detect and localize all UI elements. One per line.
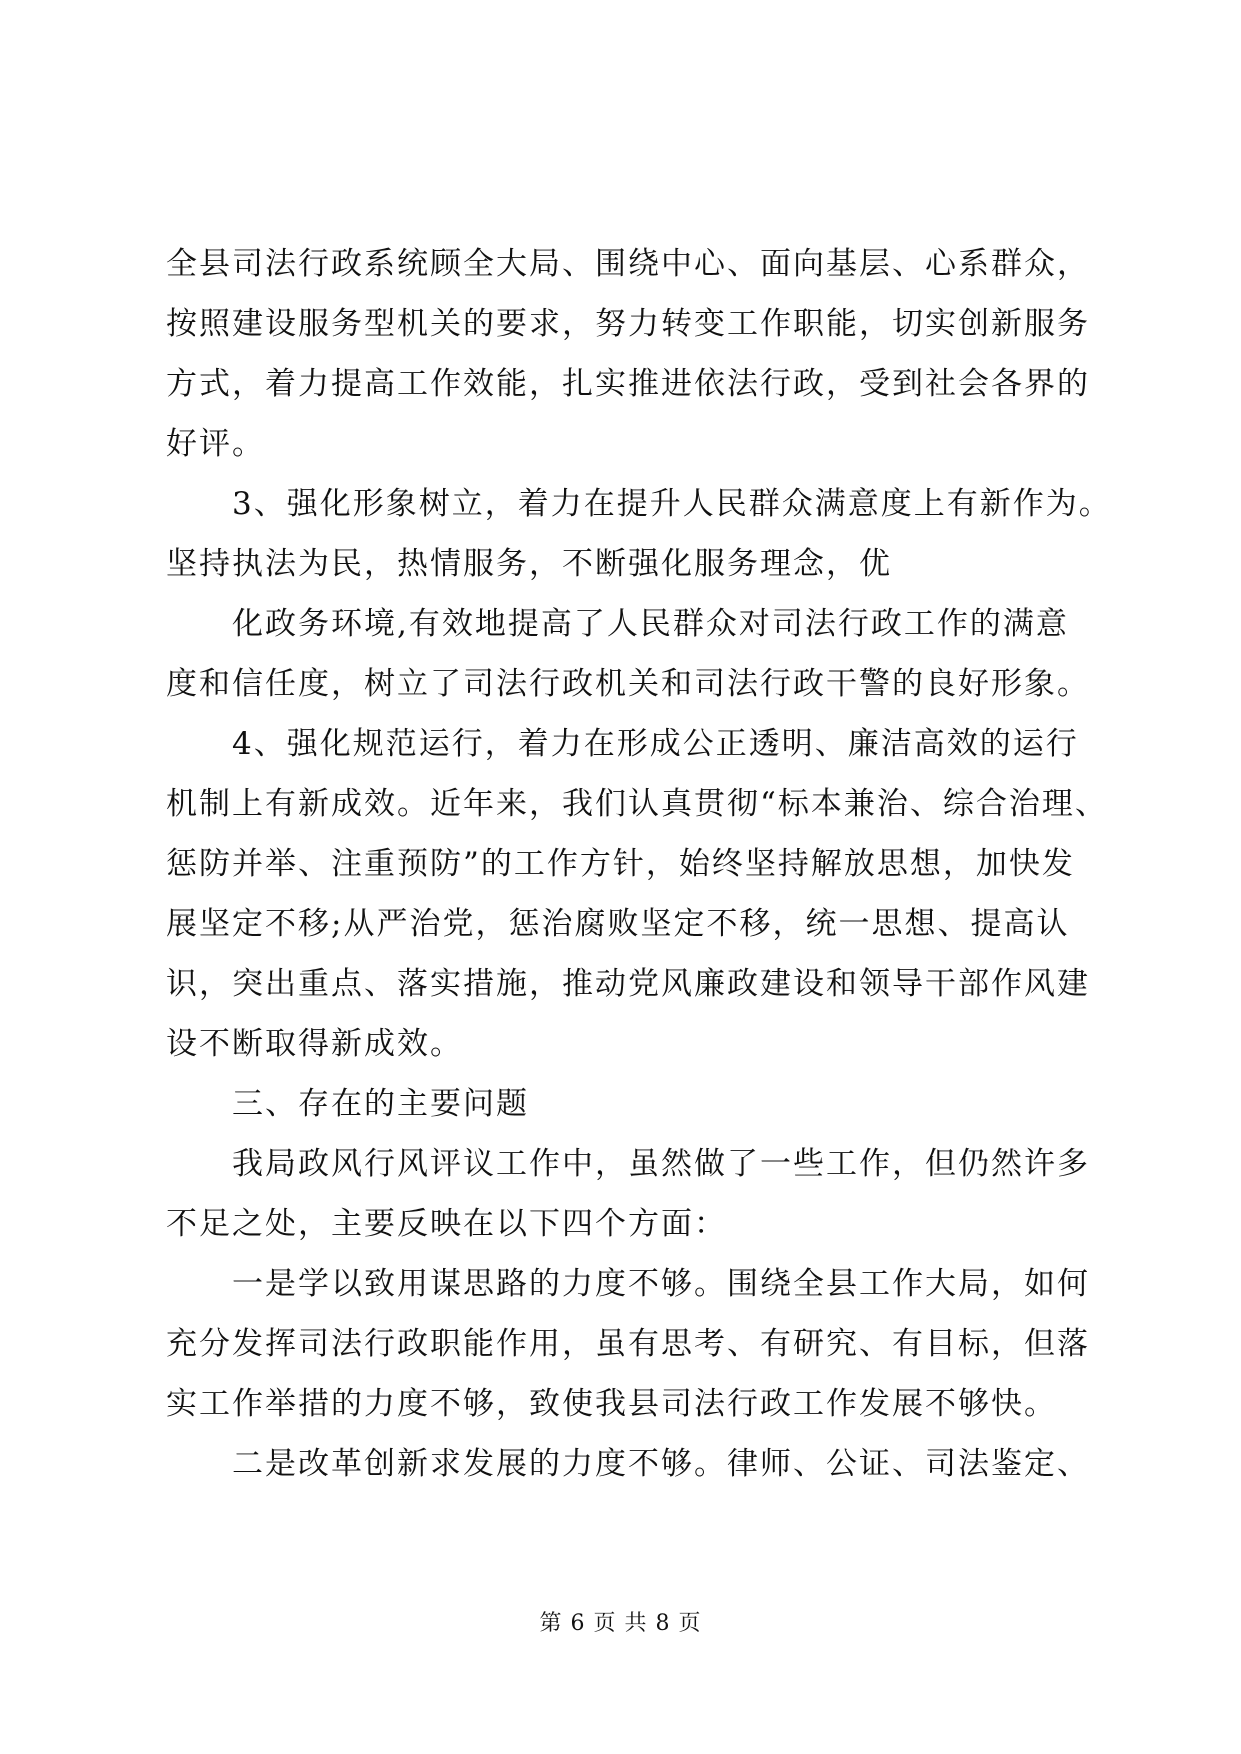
text-line: 惩防并举、注重预防”的工作方针，始终坚持解放思想，加快发 [166,846,1075,882]
text-line: 实工作举措的力度不够，致使我县司法行政工作发展不够快。 [166,1386,1057,1422]
text-line: 充分发挥司法行政职能作用，虽有思考、有研究、有目标，但落 [166,1326,1090,1362]
text-line: 好评。 [166,426,265,462]
text-line: 全县司法行政系统顾全大局、围绕中心、面向基层、心系群众， [166,246,1090,282]
text-line: 识，突出重点、落实措施，推动党风廉政建设和领导干部作风建 [166,966,1090,1002]
text-line: 不足之处，主要反映在以下四个方面： [166,1206,727,1242]
text-line: 坚持执法为民，热情服务，不断强化服务理念，优 [166,546,892,582]
text-line: 机制上有新成效。近年来，我们认真贯彻“标本兼治、综合治理、 [166,786,1108,822]
text-line: 化政务环境,有效地提高了人民群众对司法行政工作的满意 [232,606,1069,642]
text-line: 方式，着力提高工作效能，扎实推进依法行政，受到社会各界的 [166,366,1090,402]
text-line: 度和信任度，树立了司法行政机关和司法行政干警的良好形象。 [166,666,1090,702]
page-number-footer: 第 6 页 共 8 页 [539,1611,702,1636]
section-heading: 三、存在的主要问题 [232,1086,529,1122]
text-line: 设不断取得新成效。 [166,1026,463,1062]
text-line: 一是学以致用谋思路的力度不够。围绕全县工作大局，如何 [232,1266,1090,1302]
text-line: 展坚定不移;从严治党，惩治腐败坚定不移，统一思想、提高认 [166,906,1070,942]
text-line: 按照建设服务型机关的要求，努力转变工作职能，切实创新服务 [166,306,1090,342]
text-line: 3、强化形象树立，着力在提升人民群众满意度上有新作为。 [232,486,1112,522]
text-line: 二是改革创新求发展的力度不够。律师、公证、司法鉴定、 [232,1446,1090,1482]
text-line: 我局政风行风评议工作中，虽然做了一些工作，但仍然许多 [232,1146,1090,1182]
document-body [166,234,1112,1494]
text-line: 4、强化规范运行，着力在形成公正透明、廉洁高效的运行 [232,726,1079,762]
